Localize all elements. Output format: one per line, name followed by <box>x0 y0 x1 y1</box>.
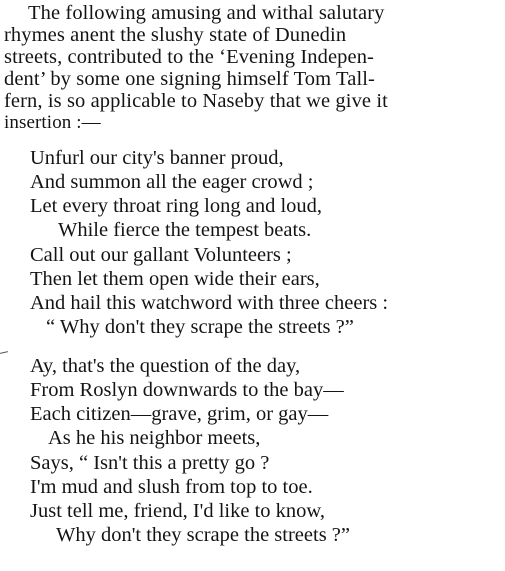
stanza-2-line-8: Why don't they scrape the streets ?” <box>56 524 350 546</box>
stanza-2-line-6: I'm mud and slush from top to toe. <box>30 476 313 498</box>
stanza-1-line-7: And hail this watchword with three cheers : <box>30 292 389 314</box>
stanza-2-line-4: As he his neighbor meets, <box>48 427 261 449</box>
stanza-2-line-5: Says, “ Isn't this a pretty go ? <box>30 452 270 474</box>
stanza-2-line-7: Just tell me, friend, I'd like to know, <box>30 500 326 522</box>
intro-line-4: dent’ by some one signing himself Tom Tall- <box>4 68 375 90</box>
stanza-1-line-3: Let every throat ring long and loud, <box>30 195 323 217</box>
intro-line-1: The following amusing and withal salutary <box>28 2 385 24</box>
stanza-2-line-3: Each citizen—grave, grim, or gay— <box>30 403 329 425</box>
stanza-1-line-6: Then let them open wide their ears, <box>30 268 320 290</box>
intro-line-5: fern, is so applicable to Naseby that we give it <box>4 90 388 112</box>
stanza-2-line-1: Ay, that's the question of the day, <box>30 355 301 377</box>
stanza-2-line-2: From Roslyn downwards to the bay— <box>30 379 344 401</box>
stanza-1-line-1: Unfurl our city's banner proud, <box>30 147 284 169</box>
intro-line-6: insertion :— <box>4 112 101 133</box>
intro-line-3: streets, contributed to the ‘Evening Indepen- <box>4 46 374 68</box>
stanza-1-line-5: Call out our gallant Volunteers ; <box>30 244 292 266</box>
intro-line-2: rhymes anent the slushy state of Dunedin <box>4 24 347 46</box>
margin-mark <box>0 351 8 354</box>
stanza-1-line-2: And summon all the eager crowd ; <box>30 171 314 193</box>
stanza-1-line-4: While fierce the tempest beats. <box>58 219 312 241</box>
stanza-1-line-8: “ Why don't they scrape the streets ?” <box>46 316 354 338</box>
